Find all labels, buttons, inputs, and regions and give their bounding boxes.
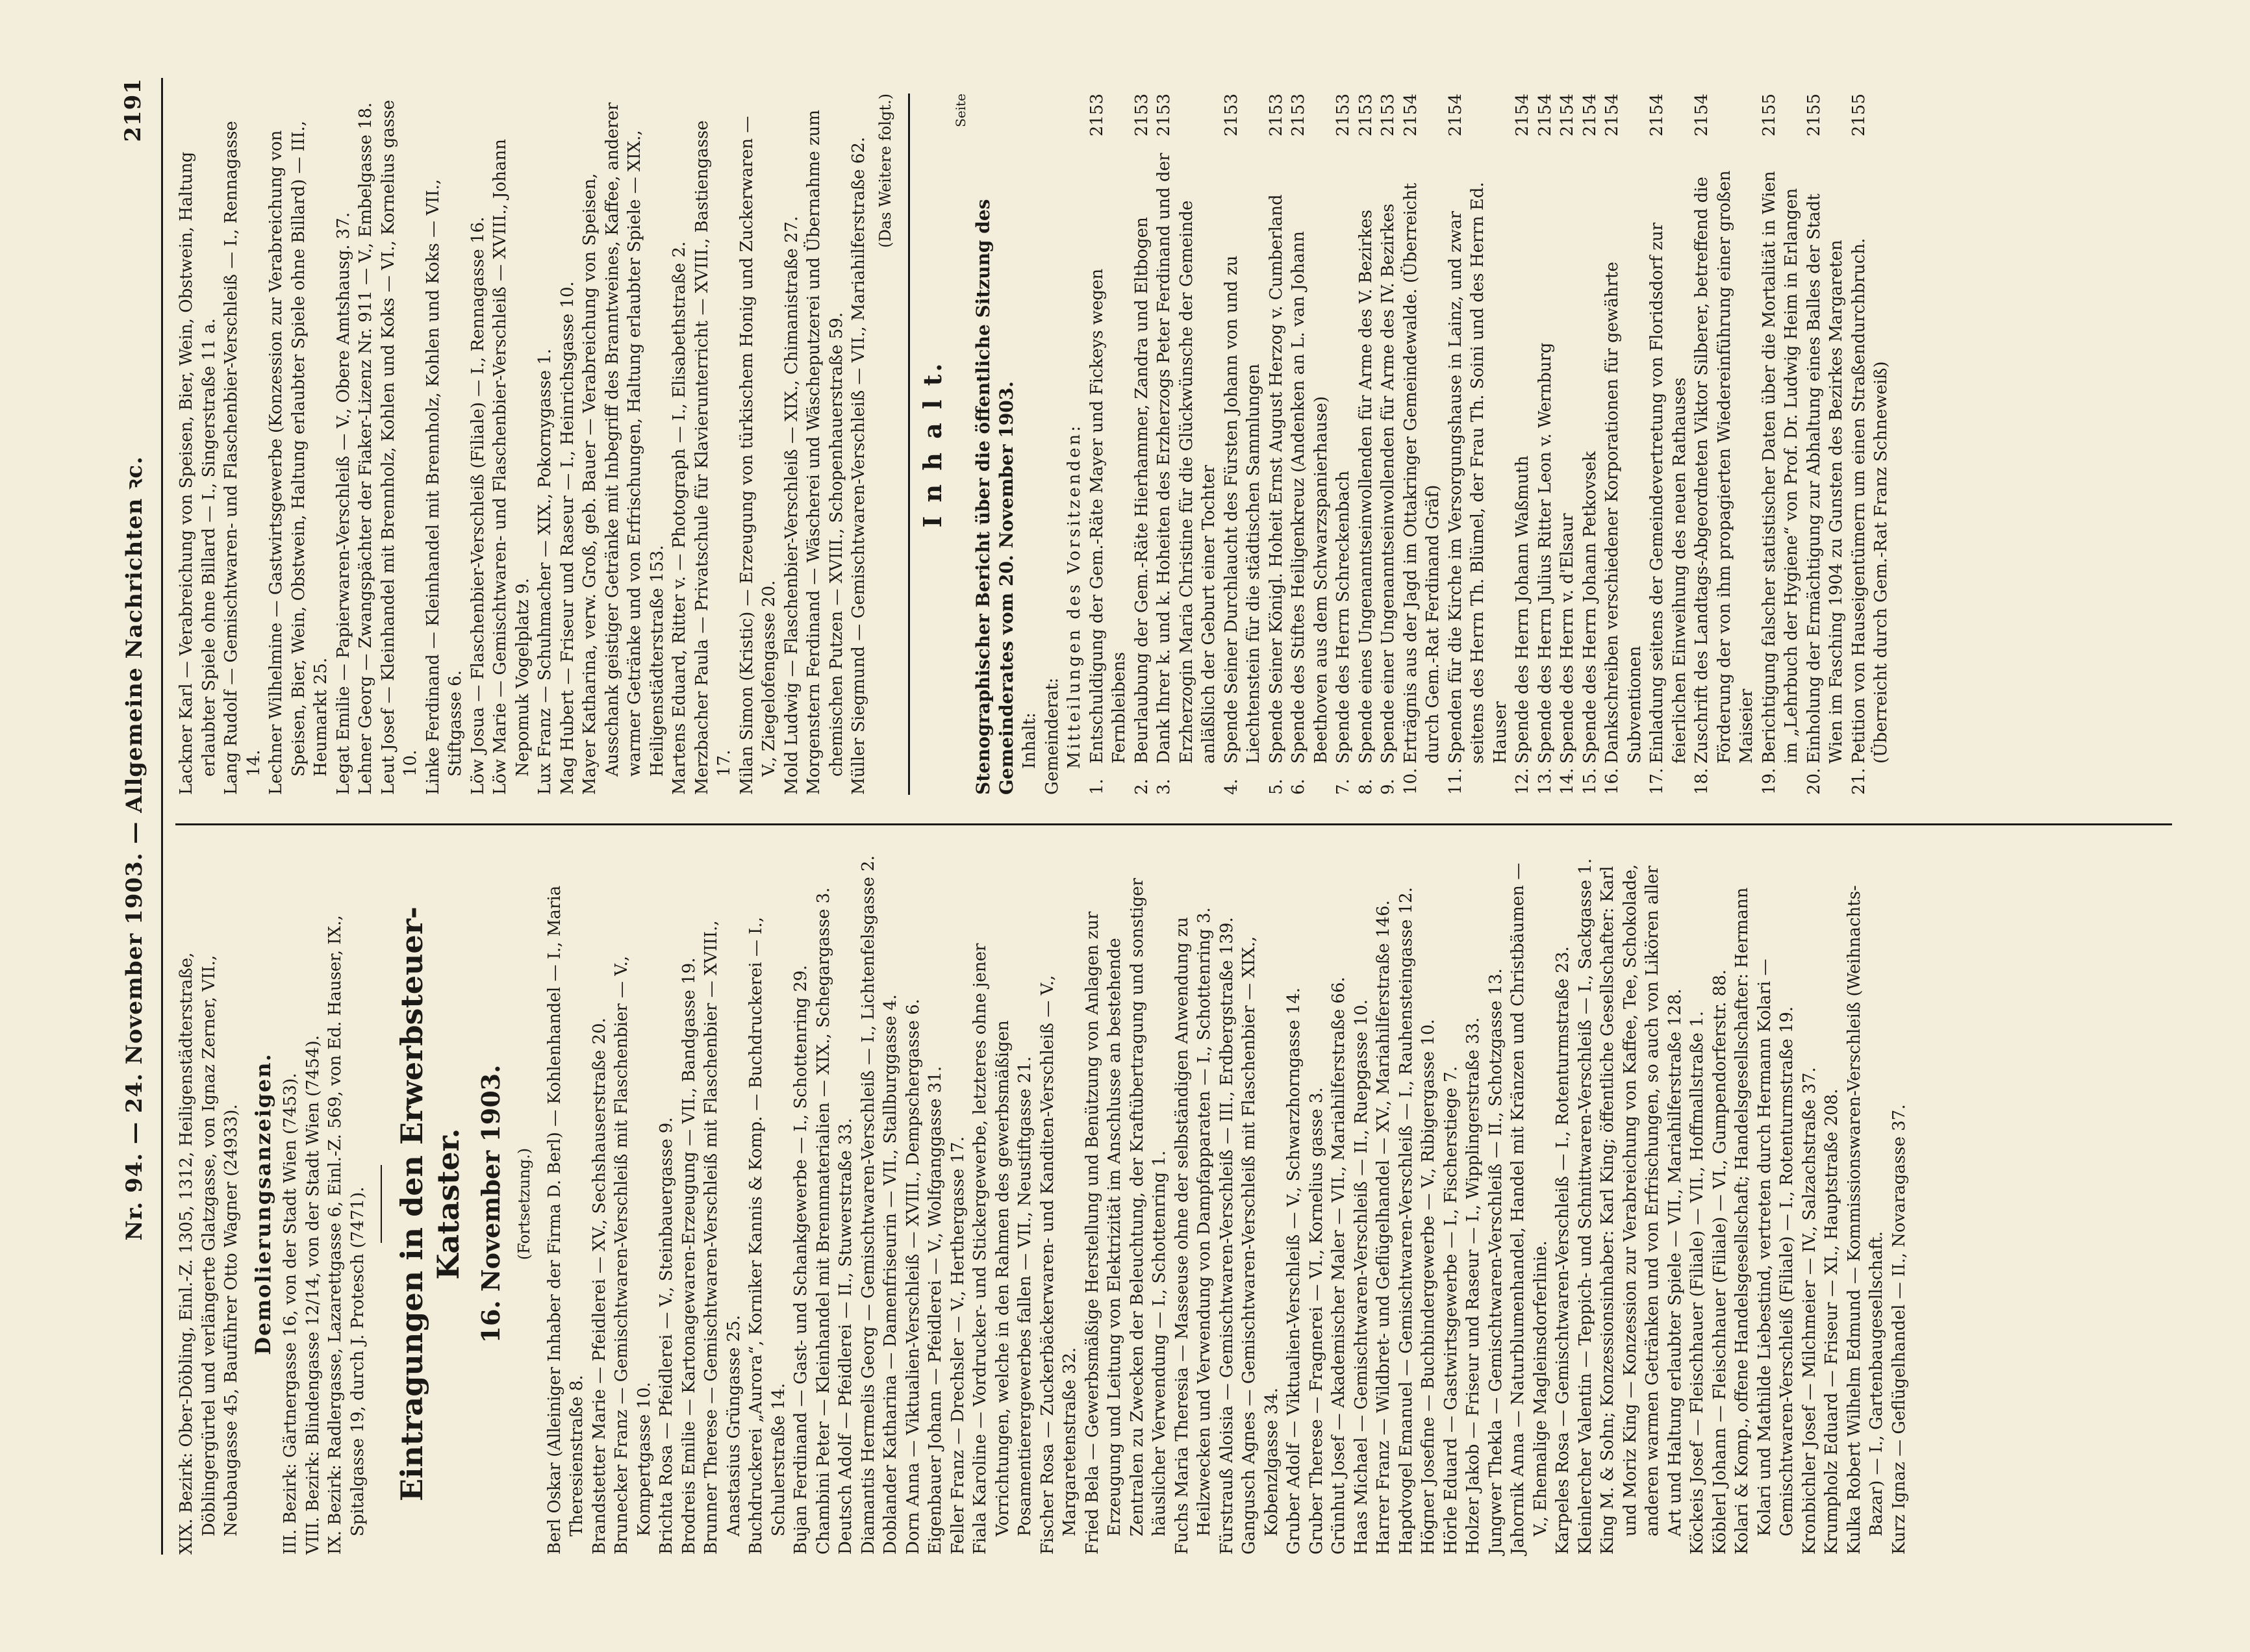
toc-item-text: Spende des Herrn Johann Waßmuth [1513, 455, 1532, 764]
toc-item [1377, 94, 1400, 795]
toc-item-number: 17. [1647, 768, 1667, 795]
cadastre-entry: Karpeles Rosa — Gemischtwaren-Verschleiß — I., Rotenturmstraße 23. [1553, 946, 1573, 1555]
cadastre-entry: Legat Emilie — Papierwaren-Verschleiß — V., Obere Amtshausg. 37. [333, 212, 353, 795]
section-divider [381, 1165, 382, 1243]
cadastre-entry: Feller Franz — Drechsler — V., Herthergasse 17. [948, 1136, 968, 1555]
cadastre-entry: Eigenbauer Johann — Pfeidlerei — V., Wolfganggasse 31. [926, 1066, 945, 1555]
cadastre-entry: Mag Hubert — Friseur und Raseur — I., Heinrichsgasse 10. [557, 281, 577, 795]
toc-item-text: Einladung seitens der Gemeindevertretung von Floridsdorf zur feierlichen Einweihung des neuen Rathauses [1647, 222, 1689, 764]
toc-item [1646, 94, 1691, 795]
demolition-entry: IX. Bezirk: Radlergasse, Lazarettgasse 6, Einl.-Z. 569, von Ed. Hauser, IX., Spitalgasse 19, durch J. Protesch (7471). [325, 915, 368, 1555]
cadastre-entry: Doblander Katharina — Damenfriseurin — VII., Stallburggasse 4. [881, 994, 900, 1555]
toc-item-page: 2154 [1692, 94, 1712, 137]
toc-item-number: 11. [1445, 768, 1465, 795]
toc-item-text: Dank Ihrer k. und k. Hoheiten des Erzherzogs Peter Ferdinand und der Erzherzogin Maria Christine für die Glückwünsche der Gemeinde anläßlich der Geburt einer Tochter [1154, 153, 1219, 764]
cadastre-entry: Deutsch Adolf — Pfeidlerei — II., Stuwerstraße 33. [836, 1118, 855, 1555]
toc-subtitle: Stenographischer Bericht über die öffentliche Sitzung des Gemeinderates vom 20. November 1903. [972, 199, 1017, 795]
cadastre-entry: Lehner Georg — Zwangspächter der Fiaker-Lizenz Nr. 911 — V., Embelgasse 18. [356, 102, 375, 795]
toc-item-page: 2153 [1221, 94, 1241, 137]
cadastre-entry: Buchdruckerei „Aurora“, Korniker Kannis & Komp. — Buchdruckerei — I., Schulerstraße 14. [746, 917, 789, 1555]
toc-item-text: Petition von Hauseigentümern um einen Straßendurchbruch. (Überreicht durch Gem.-Rat Franz Schneweiß) [1849, 238, 1891, 764]
toc-item-number: 5. [1266, 779, 1286, 795]
toc-item-page: 2153 [1087, 94, 1107, 137]
toc-item-number: 2. [1131, 779, 1152, 795]
cadastre-entry: Haas Michael — Gemischtwaren-Verschleiß — II., Ruepgasse 10. [1351, 999, 1371, 1555]
cadastre-entry: Lux Franz — Schuhmacher — XIX., Pokornygasse 1. [535, 348, 555, 795]
toc-item-text: Spende Seiner Durchlaucht des Fürsten Johann von und zu Liechtenstein für die städtischen Sammlungen [1221, 255, 1263, 764]
building-notice: XIX. Bezirk: Ober-Döbling, Einl.-Z. 1305, 1312, Heiligenstädterstraße, Döblingergürtel und verlängerte Glatzgasse, von Ignaz Zerner, VII., Neubaugasse 45, Bauführer Otto Wagner (24933). [177, 952, 241, 1555]
toc-item-number: 1. [1087, 779, 1107, 795]
page-content [110, 78, 2172, 1555]
toc-page-label: Seite [952, 94, 968, 127]
toc-item-page: 2154 [1445, 94, 1465, 137]
toc-item [1803, 94, 1848, 795]
toc-item-text: Spende des Herrn Schreckenbach [1334, 470, 1353, 764]
cadastre-entry: Gruber Adolf — Viktualien-Verschleiß — V., Schwarzhorngasse 14. [1284, 987, 1304, 1555]
toc-item-page: 2154 [1558, 94, 1577, 137]
toc-item [1086, 94, 1131, 795]
toc-item-text: Spende des Herrn Johann Petkovsek [1580, 451, 1600, 764]
cadastre-entry: Holzer Jakob — Friseur und Raseur — I., Wipplingerstraße 33. [1463, 1017, 1483, 1555]
gemeinderat-label: Gemeinderat: [1042, 677, 1062, 795]
cadastre-entry: Högner Josefine — Buchbindergewerbe — V., Ribigergasse 10. [1419, 1019, 1438, 1555]
continuation-note: (Fortsetzung.) [515, 1147, 533, 1260]
toc-item-page: 2153 [1154, 94, 1174, 137]
cadastre-entry: Bujan Ferdinand — Gast- und Schankgewerbe — I., Schottenring 29. [791, 965, 811, 1555]
toc-item-number: 4. [1221, 779, 1241, 795]
toc-item-text: Entschuldigung der Gem.-Räte Mayer und Fickeys wegen Fernbleibens [1087, 268, 1129, 764]
toc-item-text: Dankschreiben verschiedener Korporationen für gewährte Subventionen [1602, 262, 1645, 764]
cadastre-entry: Hörle Eduard — Gastwirtsgewerbe — I., Fischerstiege 7. [1441, 1066, 1461, 1555]
toc-item-page: 2153 [1131, 94, 1152, 137]
cadastre-entry: Mold Ludwig — Flaschenbier-Verschleiß — XIX., Chimanistraße 27. [781, 216, 802, 795]
cadastre-entry: Brichta Rosa — Pfeidlerei — V., Steinbauergasse 9. [657, 1117, 676, 1555]
toc-item [1691, 94, 1758, 795]
toc-item-number: 14. [1558, 768, 1577, 795]
cadastre-entry: Berl Oskar (Alleiniger Inhaber der Firma D. Berl) — Kohlenhandel — I., Maria Theresienstraße 8. [544, 885, 587, 1555]
cadastre-entry: Köckeis Josef — Fleischhauer (Filiale) — VII., Hoffmallstraße 1. [1688, 1011, 1707, 1555]
toc-item [1758, 94, 1803, 795]
cadastre-entry: Kurz Ignaz — Geflügelhandel — II., Novaragasse 37. [1889, 1104, 1909, 1555]
intro-block [175, 853, 243, 1555]
cadastre-entry: Löw Marie — Gemischtwaren- und Flaschenbier-Verschleiß — XVIII., Johann Nepomuk Vogelplatz 9. [490, 139, 533, 795]
toc-item [1220, 94, 1265, 795]
cadastre-entry: Leut Josef — Kleinhandel mit Brennholz, Kohlen und Koks — VI., Kornelius gasse 10. [378, 99, 420, 795]
toc-item-page: 2153 [1356, 94, 1376, 137]
toc-item-number: 7. [1334, 779, 1353, 795]
cadastre-date: 16. November 1903. [476, 1064, 505, 1344]
cadastre-entry: Hapdvogel Emanuel — Gemischtwaren-Verschleiß — I., Rauhensteingasse 12. [1396, 887, 1416, 1555]
inhalt-label: Inhalt: [1020, 712, 1039, 769]
toc-item [1579, 94, 1602, 795]
demolition-list [279, 853, 369, 1555]
section-rule [908, 94, 910, 795]
toc-item-text: Zuschrift des Landtags-Abgeordneten Viktor Silberer, betreffend die Förderung der von ihm propagierten Wiedereinführung einer großen Maiseier [1692, 170, 1756, 764]
toc-item-text: Spenden für die Kirche im Versorgungshause in Lainz, und zwar seitens des Herrn Th. Blümel, der Frau Th. Soini und des Herrn Ed. Hauser [1445, 182, 1510, 764]
toc-item-text: Beurlaubung der Gem.-Räte Hierhammer, Zandra und Eltbogen [1131, 217, 1152, 764]
toc-item [1153, 94, 1220, 795]
cadastre-entries [544, 853, 1911, 1555]
toc-item-page: 2154 [1513, 94, 1532, 137]
cadastre-entry: Linke Ferdinand — Kleinhandel mit Brennholz, Kohlen und Koks — VII., Stiftgasse 6. [423, 179, 465, 795]
cadastre-entry: Krumpholz Eduard — Friseur — XI., Hauptstraße 208. [1822, 1088, 1841, 1555]
cadastre-entry: Brodreis Emilie — Kartonagewaren-Erzeugung — VII., Bandgasse 19. [679, 957, 699, 1555]
cadastre-entry: Morgenstern Ferdinand — Wäscherei und Wäscheputzerei und Übernahme zum chemischen Putzen — XVIII., Schopenhauerstraße 59. [804, 110, 846, 795]
toc-item-number: 20. [1804, 768, 1824, 795]
cadastre-entry: Lechner Wilhelmine — Gastwirtsgewerbe (Konzession zur Verabreichung von Speisen, Bier, Wein, Obstwein, Haltung erlaubter Spiele ohne Billard) — III., Heumarkt 25. [266, 120, 331, 795]
cadastre-entry: Köblerl Johann — Fleischhauer (Filiale) — VI., Gumpendorferstr. 88. [1710, 969, 1730, 1555]
toc-item-text: Berichtigung falscher statistischer Daten über die Mortalität in Wien im „Lehrbuch der Hygiene“ von Prof. Dr. Ludwig Heim in Erlangen [1759, 171, 1801, 764]
cadastre-entries-continued [175, 94, 870, 795]
toc-item [1131, 94, 1154, 795]
cadastre-entry: Kolari & Komp., offene Handelsgesellschaft; Handelsgesellschafter: Hermann Kolari und Mathilde Liebestind, vertreten durch Hermann Kolari — Gemischtwaren-Verschleiß (Filiale) — I., Rotenturmstraße 19. [1732, 887, 1797, 1555]
right-column [175, 94, 2172, 795]
toc-item-number: 6. [1289, 779, 1308, 795]
cadastre-entry: Löw Josua — Flaschenbier-Verschleiß (Filiale) — I., Rennagasse 16. [468, 216, 488, 795]
cadastre-title: Eintragungen in den Erwerbsteuer-Kataster. [394, 906, 466, 1502]
cadastre-entry: Fuchs Maria Theresia — Masseuse ohne der selbständigen Anwendung zu Heilzwecken und Verwendung von Dampfapparaten — I., Schottenring 3. [1172, 907, 1214, 1555]
toc-item-page: 2155 [1849, 94, 1869, 137]
toc-item-text: Spende des Stiftes Heiligenkreuz (Andenken an L. van Johann Beethoven aus dem Schwarzspanierhause) [1289, 231, 1331, 764]
cadastre-entry: Jahornik Anna — Naturblumenhandel, Handel mit Kränzen und Christbäumen — V., Ehemalige Magleinsdorferlinie. [1508, 862, 1550, 1555]
page-number: 2191 [120, 78, 146, 142]
cadastre-entry: Fischer Rosa — Zuckerbäckerwaren- und Kanditen-Verschleiß — V., Margaretenstraße 32. [1037, 975, 1080, 1555]
toc-item-text: Erträgnis aus der Jagd im Ottakringer Gemeindewalde. (Überreicht durch Gem.-Rat Ferdinand Gräf) [1400, 182, 1443, 764]
cadastre-entry: Harrer Franz — Wildbret- und Geflügelhandel — XV., Mariahilferstraße 146. [1374, 900, 1393, 1555]
toc-item-page: 2154 [1580, 94, 1600, 137]
cadastre-entry: Brunecker Franz — Gemischtwaren-Verschleiß mit Flaschenbier — V., Kompertgasse 10. [612, 955, 654, 1555]
cadastre-entry: Müller Siegmund — Gemischtwaren-Verschleiß — VII., Mariahilferstraße 62. [849, 136, 868, 795]
header-title: Nr. 94. — 24. November 1903. — Allgemeine Nachrichten ꝛc. [121, 456, 147, 1241]
cadastre-entry: Brunner Therese — Gemischtwaren-Verschleiß mit Flaschenbier — XVIII., Anastasius Grüngasse 25. [702, 920, 744, 1555]
cadastre-entry: Jungwer Thekla — Gemischtwaren-Verschleiß — II., Schotzgasse 13. [1485, 968, 1506, 1555]
toc-item-page: 2153 [1334, 94, 1353, 137]
toc-item [1400, 94, 1445, 795]
toc-item-page: 2153 [1266, 94, 1286, 137]
cadastre-entry: Gangusch Agnes — Gemischtwaren-Verschleiß mit Flaschenbier — XIX., Kobenzlgasse 34. [1239, 936, 1282, 1555]
toc-item [1848, 94, 1893, 795]
toc-title: I n h a l t. [918, 360, 947, 528]
toc-item [1556, 94, 1579, 795]
demolition-entry: VIII. Bezirk: Blindengasse 12/14, von der Stadt Wien (7454). [303, 1035, 323, 1555]
toc-item [1445, 94, 1512, 795]
toc-item-page: 2153 [1378, 94, 1398, 137]
toc-item-number: 10. [1400, 768, 1421, 795]
toc-item-page: 2154 [1647, 94, 1667, 137]
toc-item-page: 2154 [1535, 94, 1555, 137]
toc-item-page: 2153 [1289, 94, 1308, 137]
toc-item-page: 2154 [1400, 94, 1421, 137]
left-column [175, 853, 2172, 1555]
toc-item-page: 2155 [1804, 94, 1824, 137]
cadastre-entry: Fürstrauß Aloisia — Gemischtwaren-Verschleiß — III., Erdbergstraße 139. [1217, 917, 1237, 1555]
cadastre-entry: Lang Rudolf — Gemischtwaren- und Flaschenbier-Verschleiß — I., Rennagasse 14. [221, 121, 264, 795]
cadastre-entry: Kulka Robert Wilhelm Edmund — Kommissionswaren-Verschleiß (Weihnachts-Bazar) — I., Gartenbaugesellschaft. [1844, 885, 1886, 1555]
page-header [110, 78, 156, 1555]
mitteilungen-label: Mitteilungen des Vorsitzenden: [1065, 423, 1084, 769]
toc-item-number: 15. [1580, 768, 1600, 795]
cadastre-entry: Chambini Peter — Kleinhandel mit Brennmaterialien — XIX., Schegargasse 3. [813, 887, 833, 1555]
cadastre-entry: Gruber Therese — Fragnerei — VI., Kornelius gasse 3. [1306, 1087, 1326, 1555]
toc-item [1355, 94, 1378, 795]
cadastre-entry: King M. & Sohn; Konzessionsinhaber: Karl King; öffentliche Gesellschafter: Karl und Moriz King — Konzession zur Verabreichung von Kaffee, Tee, Schokolade, anderen warmen Getränken und von Erfrischungen, so auch von Likören aller Art und Haltung erlaubter Spiele — VII., Mariahilferstraße 128. [1598, 864, 1685, 1555]
cadastre-entry: Grünhut Josef — Akademischer Maler — VII., Mariahilferstraße 66. [1329, 977, 1348, 1555]
cadastre-entry: Fiala Karoline — Vordrucker- und Stickergewerbe, letzteres ohne jener Vorrichtungen, welche in den Rahmen des gewerbsmäßigen Posamentierergewerbes fallen — VII., Neustiftgasse 21. [970, 943, 1035, 1555]
toc-item [1601, 94, 1646, 795]
cadastre-entry: Dorn Anna — Viktualien-Verschleiß — XVIII., Dempschergasse 6. [903, 999, 923, 1555]
cadastre-entry: Martens Eduard, Ritter v. — Photograph — I., Elisabethstraße 2. [670, 241, 689, 795]
toc-item-text: Spende eines Ungenanntseinwollenden für Arme des V. Bezirkes [1356, 209, 1376, 764]
toc-item-text: Spende des Herrn Julius Ritter Leon v. Wernburg [1535, 342, 1555, 764]
cadastre-entry: Kleinlercher Valentin — Teppich- und Schnittwaren-Verschleiß — I., Sackgasse 1. [1575, 858, 1595, 1555]
toc-item-number: 12. [1513, 768, 1532, 795]
toc-item-number: 21. [1849, 768, 1869, 795]
cadastre-entry: Milan Simon (Kristic) — Erzeugung von türkischem Honig und Zuckerwaren — V., Ziegelofengasse 20. [737, 116, 779, 795]
toc-item-number: 3. [1154, 779, 1174, 795]
toc-item-text: Spende einer Ungenanntseinwollenden für Arme des IV. Bezirkes [1378, 203, 1398, 764]
demolition-entry: III. Bezirk: Gärtnergasse 16, von der Stadt Wien (7453). [281, 1073, 300, 1555]
toc-item-text: Spende Seiner Königl. Hoheit Ernst August Herzog v. Cumberland [1266, 194, 1286, 764]
toc-item [1287, 94, 1332, 795]
toc-item-number: 19. [1759, 768, 1779, 795]
toc-item-number: 16. [1602, 768, 1622, 795]
toc-item-page: 2154 [1602, 94, 1622, 137]
cadastre-entry: Diamantis Hermelis Georg — Gemischtwaren-Verschleiß — I., Lichtenfelsgasse 2. [858, 855, 878, 1555]
cadastre-entry: Fried Bela — Gewerbsmäßige Herstellung und Benützung von Anlagen zur Erzeugung und Leitung von Elektrizität im Anschlusse an bestehende Zentralen zu Zwecken der Beleuchtung, der Kraftübertragung und sonstiger häuslicher Verwendung — I., Schottenring 1. [1082, 878, 1169, 1555]
toc-item [1265, 94, 1288, 795]
cadastre-entry: Mayer Katharina, verw. Groß, geb. Bauer — Verabreichung von Speisen, Ausschank geistiger Getränke mit Inbegriff des Branntweines, Kaffee, anderer warmer Getränke und von Erfrischungen, Haltung erlaubter Spiele — XIX., Heiligenstädterstraße 153. [580, 102, 667, 795]
toc-item-page: 2155 [1759, 94, 1779, 137]
cadastre-entry: Kronbichler Josef — Milchmeier — IV., Salzachstraße 37. [1799, 1067, 1819, 1555]
column-divider [175, 823, 2172, 825]
cadastre-entry: Lackner Karl — Verabreichung von Speisen, Bier, Wein, Obstwein, Haltung erlaubter Spiele ohne Billard — I., Singerstraße 11 a. [177, 151, 219, 795]
demolition-title: Demolierungsanzeigen. [250, 1053, 275, 1355]
header-rule [161, 78, 163, 1555]
toc-item-number: 13. [1535, 768, 1555, 795]
toc-item [1332, 94, 1355, 795]
toc-item-number: 8. [1356, 779, 1376, 795]
toc-item [1534, 94, 1557, 795]
toc-item-number: 9. [1378, 779, 1398, 795]
toc-list [1086, 94, 1893, 795]
toc-item-text: Einholung der Ermächtigung zur Abhaltung eines Balles der Stadt Wien im Fasching 1904 zu Gunsten des Bezirkes Margareten [1804, 194, 1846, 764]
toc-item-text: Spende des Herrn v. d'Elsaur [1558, 513, 1577, 764]
cadastre-entry: Brandstetter Marie — Pfeidlerei — XV., Sechshauserstraße 20. [589, 1018, 609, 1555]
continued-note: (Das Weitere folgt.) [876, 94, 894, 248]
cadastre-entry: Merzbacher Paula — Privatschule für Klavierunterricht — XVIII., Bastiengasse 17. [692, 120, 734, 795]
toc-item [1511, 94, 1534, 795]
toc-item-number: 18. [1692, 768, 1712, 795]
